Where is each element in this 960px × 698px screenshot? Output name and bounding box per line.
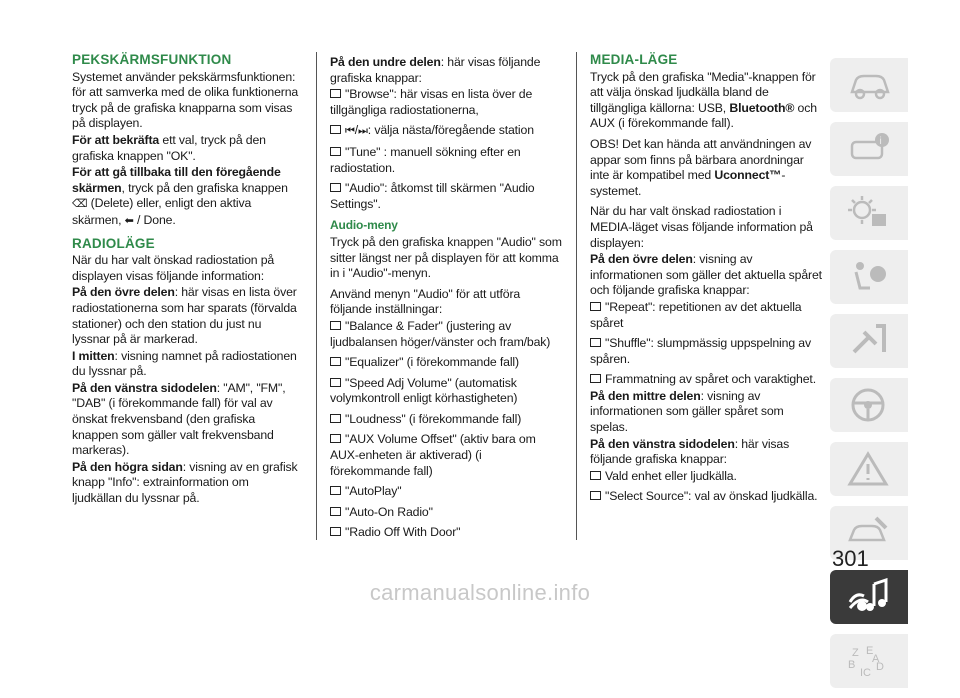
paragraph: På den vänstra sidodelen: här visas följande grafiska knappar: (590, 436, 790, 467)
checkbox-bullet-icon (330, 357, 341, 366)
steering-wheel-icon[interactable] (830, 378, 908, 432)
checkbox-bullet-icon (330, 486, 341, 495)
column-middle (330, 55, 562, 546)
paragraph: Systemet använder pekskärmsfunktionen: för att samverka med de olika funktionerna tryck på de grafiska knapparna som visas på displayen. (72, 69, 299, 131)
checkbox-bullet-icon (330, 378, 341, 387)
previous-track-icon: ⏮ (345, 125, 355, 138)
paragraph: Tryck på den grafiska knappen "Audio" som sitter längst ner på displayen för att komma in i "Audio"-menyn. (330, 234, 562, 281)
paragraph: På den undre delen: här visas följande grafiska knappar: (330, 55, 541, 85)
paragraph: Tryck på den grafiska "Media"-knappen för att välja önskad ljudkälla bland de tillgängliga källorna: USB, Bluetooth® och AUX (i förekommande fall). (590, 69, 817, 131)
heading-pekskarm: PEKSKÄRMSFUNKTION (72, 52, 232, 67)
list-item: "Equalizer" (i förekommande fall) (330, 355, 562, 371)
list-item: "Auto-On Radio" (330, 505, 562, 521)
svg-text:IC: IC (860, 667, 871, 679)
column-divider (316, 52, 317, 540)
checkbox-bullet-icon (330, 183, 341, 192)
lights-sun-icon[interactable] (830, 186, 908, 240)
watermark: carmanualsonline.info (369, 580, 591, 605)
heading-media-lage: MEDIA-LÄGE (590, 52, 678, 67)
paragraph: För att bekräfta ett val, tryck på den grafiska knappen "OK". (72, 132, 266, 163)
paragraph: När du har valt önskad radiostation på displayen visas följande information: (72, 253, 275, 283)
list-item: "Balance & Fader" (justering av ljudbalansen höger/vänster och fram/bak) (330, 318, 551, 349)
airbag-icon[interactable] (830, 250, 908, 304)
list-item: "Shuffle": slumpmässig uppspelning av spåren. (590, 336, 811, 366)
paragraph: För att gå tillbaka till den föregående skärmen, tryck på den grafiska knappen ⌫ (Delete) eller, enligt den aktiva skärmen, ⬅ / Done. (72, 165, 288, 227)
emergency-icon[interactable] (830, 442, 908, 496)
paragraph: När du har valt önskad radiostation i MEDIA-läget visas följande information på displayen: (590, 204, 813, 250)
list-item: "Browse": här visas en lista över de tillgängliga radiostationerna, (330, 87, 533, 117)
list-item: "Select Source": val av önskad ljudkälla. (590, 489, 822, 505)
delete-icon: ⌫ (72, 198, 88, 211)
paragraph: På den övre delen: visning av informationen som gäller det aktuella spåret och följande grafiska knappar: (590, 252, 822, 298)
list-item: "Radio Off With Door" (330, 525, 562, 541)
paragraph: På den mittre delen: visning av informationen som gäller spåret som spelas. (590, 388, 784, 435)
checkbox-bullet-icon (330, 527, 341, 536)
column-right (590, 52, 822, 510)
paragraph: På den högra sidan: visning av en grafisk knapp "Info": extrainformation om ljudkällan du lyssnar på. (72, 459, 298, 506)
list-item: "Repeat": repetitionen av det aktuella spåret (590, 299, 802, 330)
checkbox-bullet-icon (330, 434, 341, 443)
car-dashboard-icon[interactable] (830, 58, 908, 112)
back-arrow-icon: ⬅ (124, 214, 134, 227)
list-item: ⏮/⏭: välja nästa/föregående station (330, 123, 562, 140)
car-info-icon[interactable] (830, 122, 908, 176)
page-number: 301 (832, 546, 869, 571)
paragraph: Använd menyn "Audio" för att utföra följande inställningar: (330, 286, 521, 317)
next-track-icon: ⏭ (358, 125, 368, 138)
column-left (72, 52, 300, 508)
checkbox-bullet-icon (590, 302, 601, 311)
checkbox-bullet-icon (330, 125, 341, 134)
checkbox-bullet-icon (330, 89, 341, 98)
paragraph: OBS! Det kan hända att användningen av appar som finns på bärbara anordningar inte är kompatibel med Uconnect™-systemet. (590, 136, 812, 198)
paragraph: På den vänstra sidodelen: "AM", "FM", "DAB" (i förekommande fall) för val av önskat frekvensband (den grafiska knappen som gäller valt frekvensband markeras). (72, 380, 286, 458)
paragraph: På den övre delen: här visas en lista över radiostationerna som har sparats (förvalda stationer) och den station du just nu lyssnar på är markerad. (72, 285, 297, 347)
checkbox-bullet-icon (330, 414, 341, 423)
list-item: "Audio": åtkomst till skärmen "Audio Settings". (330, 181, 535, 211)
list-item: "AUX Volume Offset" (aktiv bara om AUX-enheten är aktiverad) (i förekommande fall) (330, 432, 536, 478)
checkbox-bullet-icon (590, 374, 601, 383)
index-letters-icon[interactable] (830, 634, 908, 688)
list-item: "Loudness" (i förekommande fall) (330, 412, 562, 428)
svg-text:A: A (872, 653, 880, 665)
list-item: Frammatning av spåret och varaktighet. (590, 372, 822, 388)
list-item: "AutoPlay" (330, 484, 562, 500)
checkbox-bullet-icon (330, 321, 341, 330)
checkbox-bullet-icon (590, 491, 601, 500)
list-item: "Speed Adj Volume" (automatisk volymkontroll enligt körhastigheten) (330, 375, 518, 406)
checkbox-bullet-icon (590, 471, 601, 480)
svg-text:E: E (866, 645, 874, 657)
heading-audio-meny: Audio-meny (330, 218, 398, 233)
tools-icon[interactable] (830, 314, 908, 368)
list-item: "Tune" : manuell sökning efter en radiostation. (330, 144, 521, 175)
audio-settings-list (330, 319, 562, 541)
checkbox-bullet-icon (330, 507, 341, 516)
checkbox-bullet-icon (590, 338, 601, 347)
list-item: Vald enhet eller ljudkälla. (590, 469, 822, 485)
svg-text:B: B (848, 659, 856, 671)
checkbox-bullet-icon (330, 147, 341, 156)
svg-text:i: i (879, 136, 882, 147)
column-divider (576, 52, 577, 540)
paragraph: I mitten: visning namnet på radiostationen du lyssnar på. (72, 348, 297, 379)
svg-text:D: D (876, 661, 884, 673)
svg-text:Z: Z (852, 647, 859, 659)
heading-radiolage: RADIOLÄGE (72, 235, 155, 251)
